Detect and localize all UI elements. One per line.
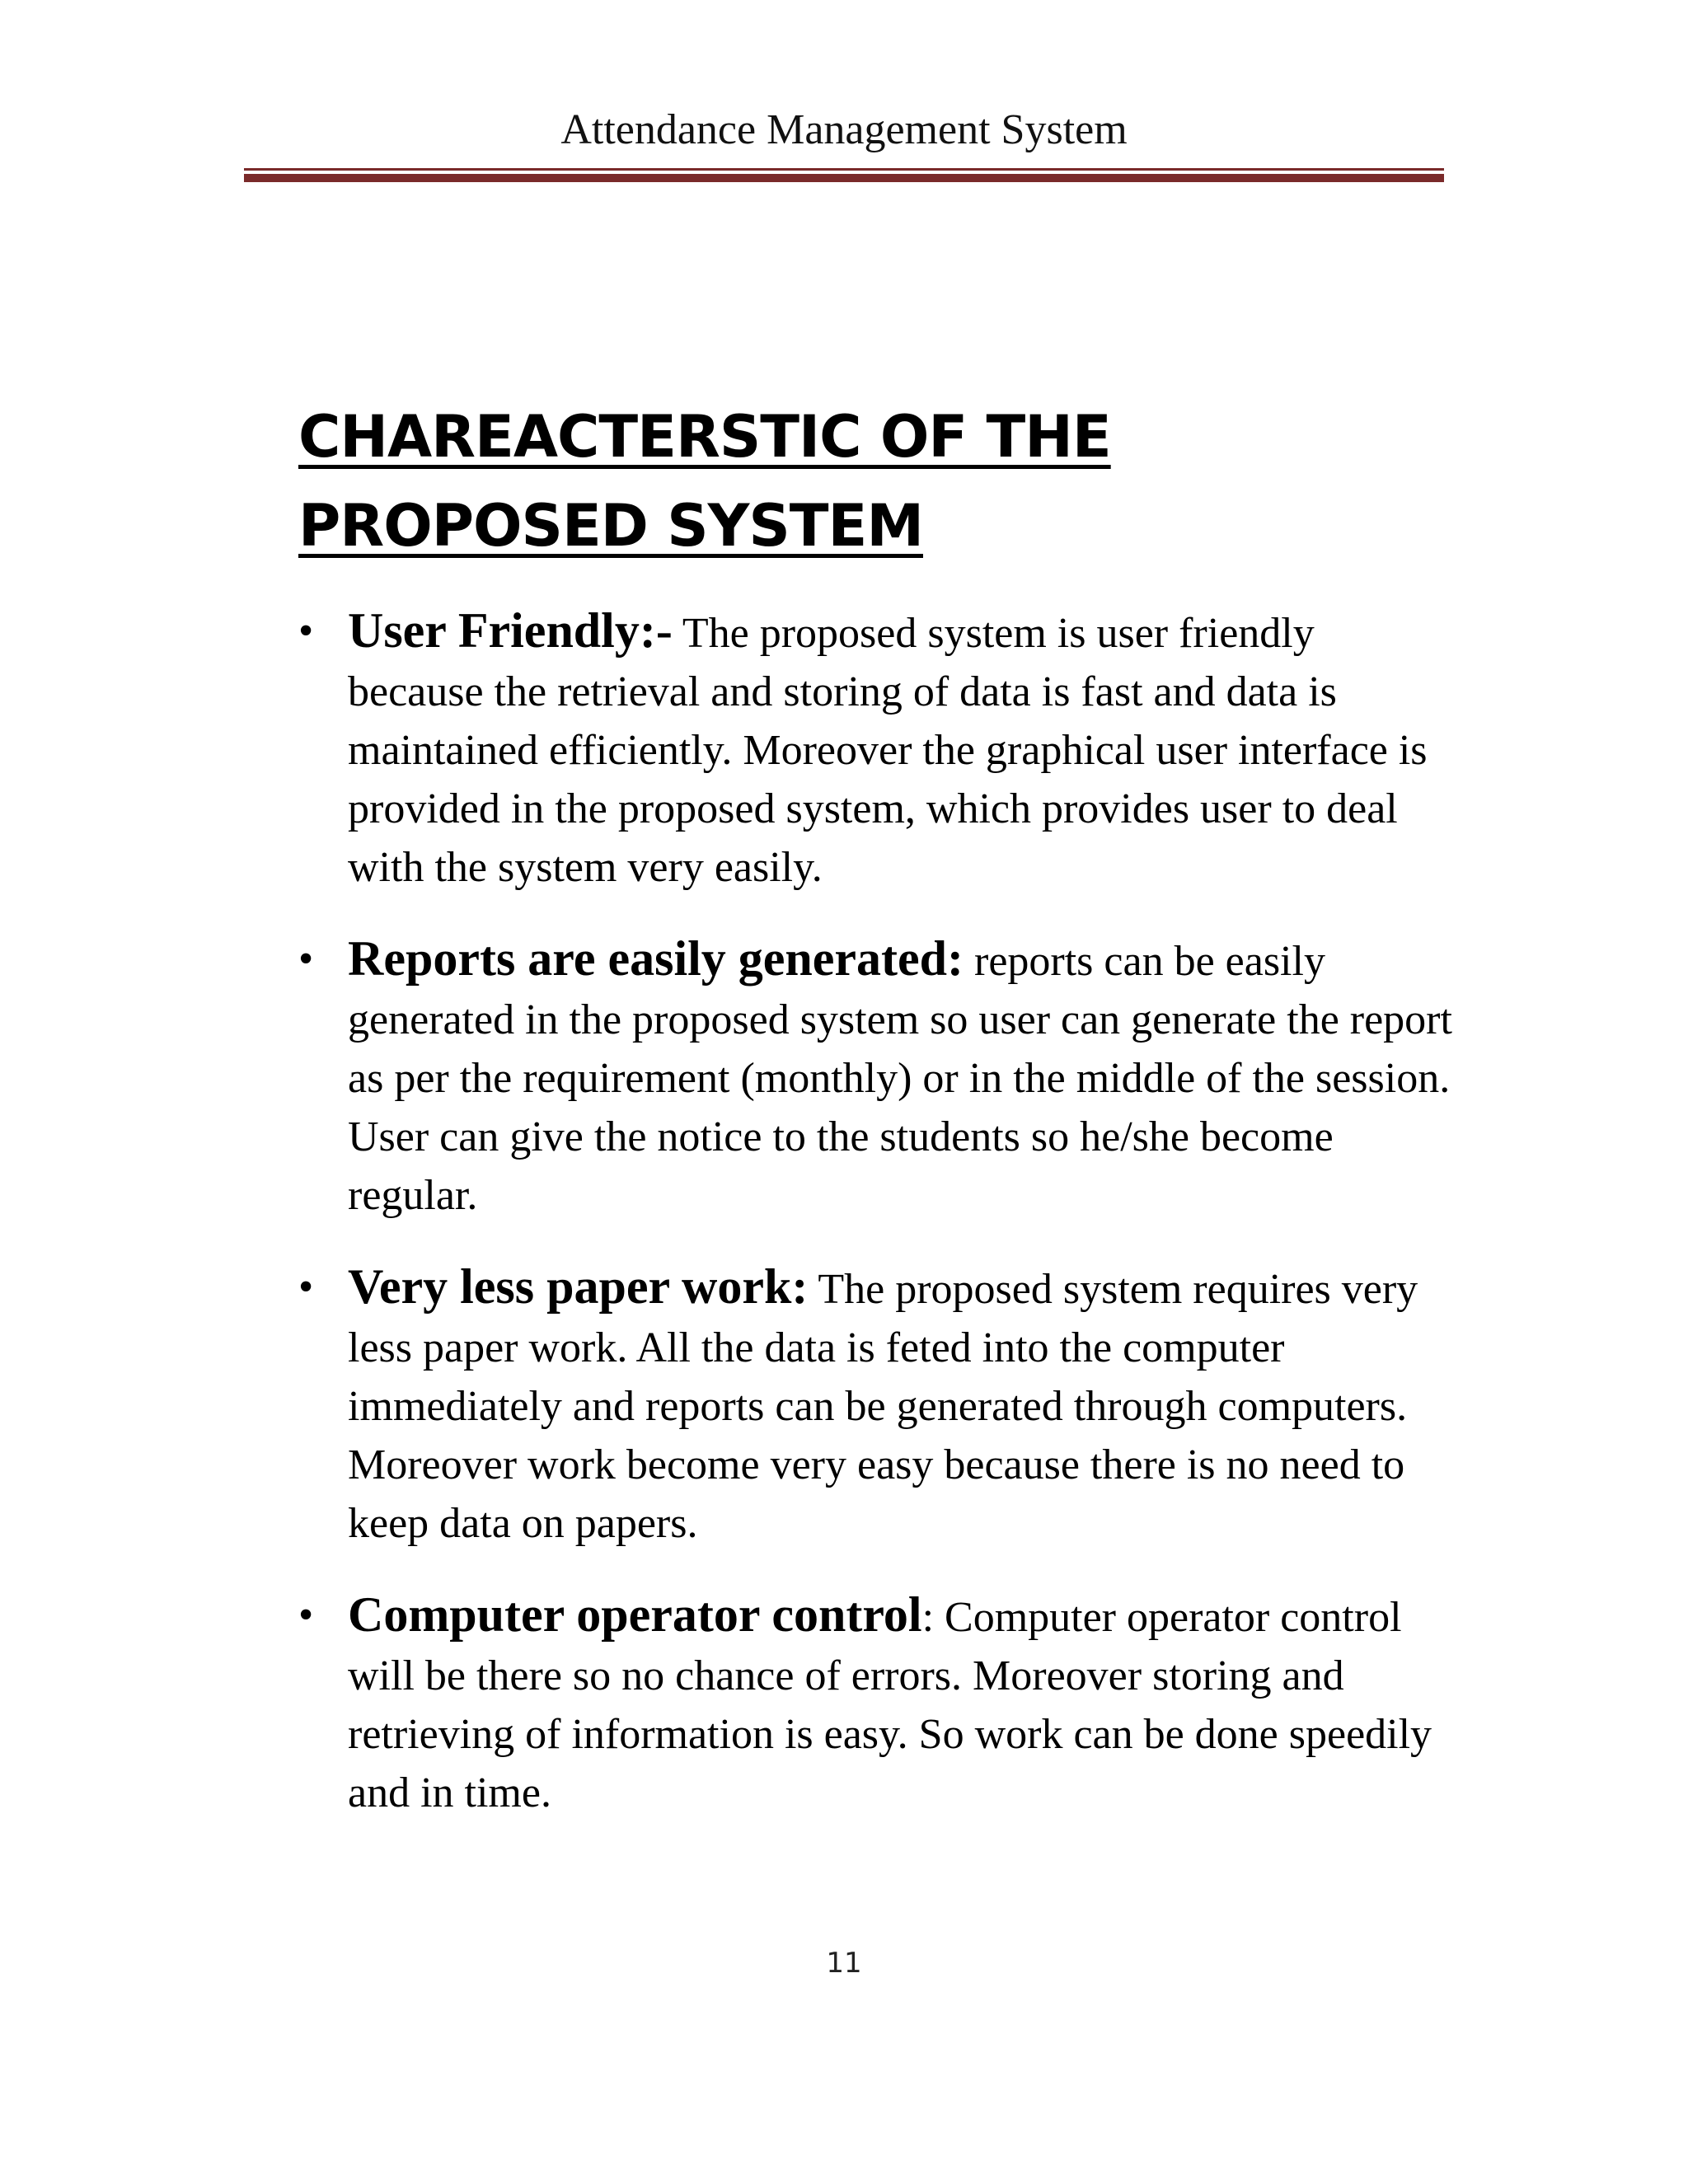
bullet-icon: • (298, 935, 314, 982)
list-item (298, 1258, 1452, 1553)
list-item-term: User Friendly:- (348, 603, 673, 658)
list-item-term: Very less paper work: (348, 1259, 809, 1314)
bullet-icon: • (298, 1263, 314, 1310)
list-item (298, 602, 1452, 897)
page-number: 11 (826, 1947, 862, 1980)
bullet-icon: • (298, 1591, 314, 1638)
list-item-text: reports can be easily generated in the proposed system so user can generate the report as per the requirement (monthly) or in the middle of the session. User can give the notice to the students so he/she become regular. (348, 938, 1452, 1219)
list-item (298, 930, 1452, 1225)
section-title: CHAREACTERSTIC OF THE PROPOSED SYSTEM (298, 403, 1111, 560)
list-item-text: The proposed system is user friendly because the retrieval and storing of data is fast and data is maintained efficiently. Moreover the graphical user interface is provided in the proposed system, which provides user to deal with the system very easily. (348, 610, 1428, 891)
header-rule-thick (244, 174, 1444, 182)
header-rule-thin (244, 168, 1444, 171)
list-item-term: Computer operator control (348, 1587, 922, 1642)
list-item-term: Reports are easily generated: (348, 931, 964, 986)
list-item-text: : Computer operator control will be there so no chance of errors. Moreover storing and retrieving of information is easy. So work can be done speedily and in time. (348, 1594, 1432, 1816)
running-header: Attendance Management System (560, 106, 1128, 153)
bullet-icon: • (298, 607, 314, 654)
characteristics-list (298, 602, 1452, 1855)
header-rule (244, 168, 1444, 183)
list-item-text: The proposed system requires very less paper work. All the data is feted into the computer immediately and reports can be generated through computers. Moreover work become very easy because there is no need to keep data on papers. (348, 1266, 1418, 1547)
list-item (298, 1586, 1452, 1822)
